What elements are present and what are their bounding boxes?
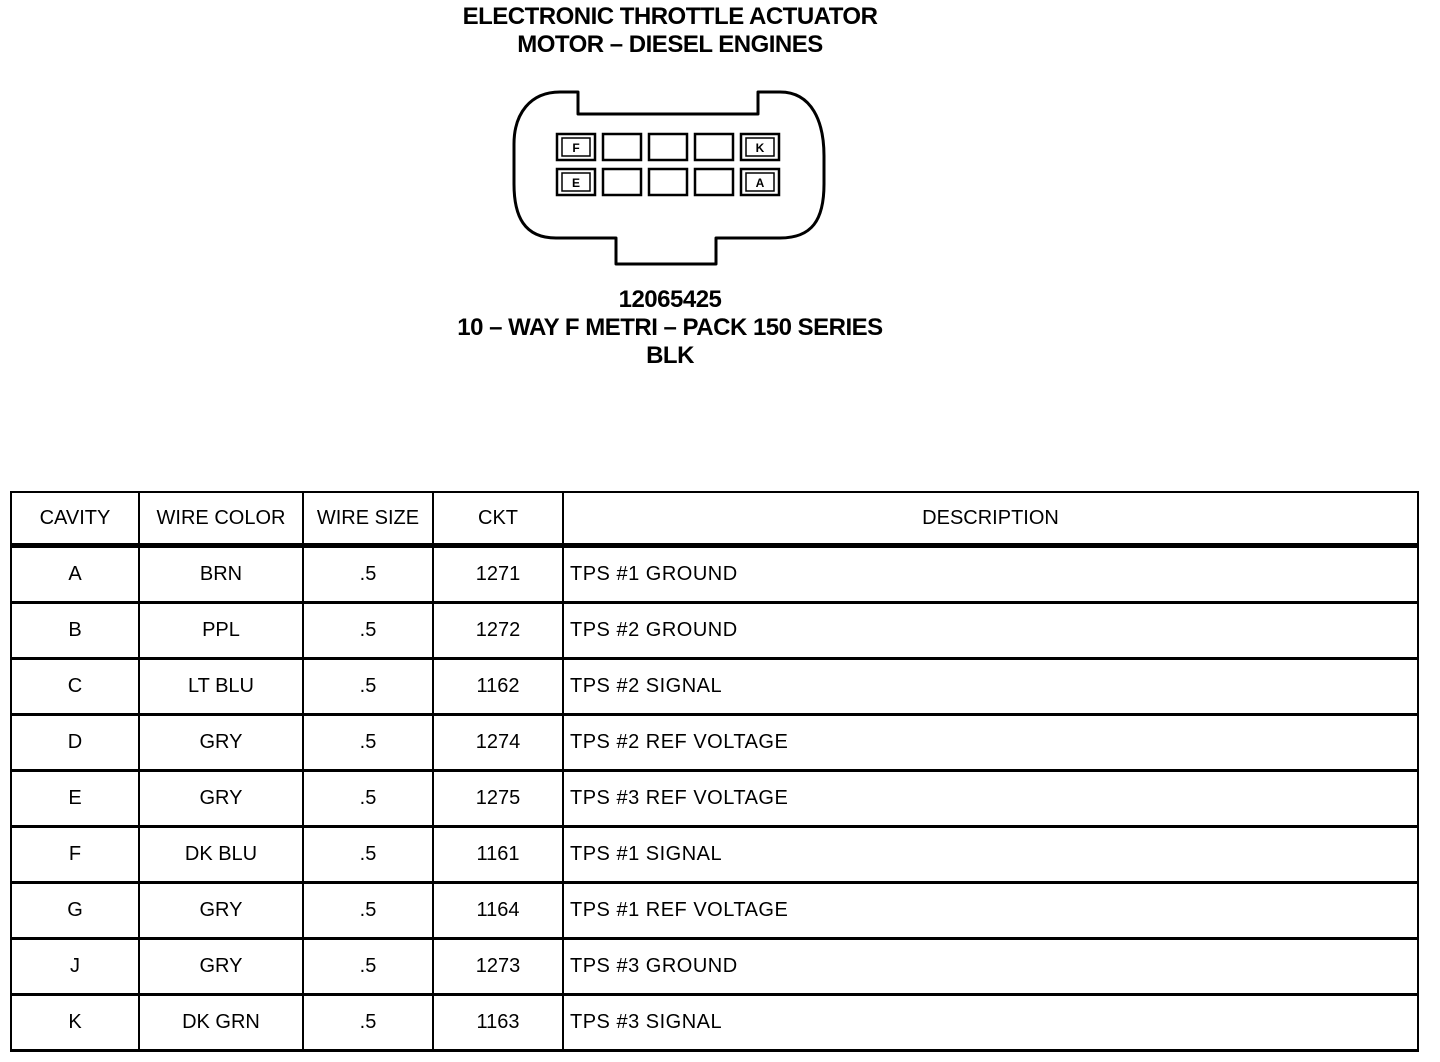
cell-wire-size: .5 <box>303 827 433 883</box>
cell-ckt: 1274 <box>433 715 563 771</box>
table-row <box>11 659 1418 715</box>
cell-wire-color: DK GRN <box>139 995 303 1051</box>
cell-wire-color: DK BLU <box>139 827 303 883</box>
cell-cavity: K <box>11 995 139 1051</box>
diagram-title-line-2: MOTOR – DIESEL ENGINES <box>517 31 823 58</box>
cavity-label: A <box>755 176 765 190</box>
cell-description: TPS #3 REF VOLTAGE <box>563 771 1418 827</box>
pinout-table-body <box>11 546 1418 1051</box>
connector-cavity <box>695 169 733 195</box>
connector-color: BLK <box>646 342 694 369</box>
cell-cavity: F <box>11 827 139 883</box>
table-header-row <box>11 492 1418 546</box>
cell-wire-color: GRY <box>139 715 303 771</box>
cell-description: TPS #3 GROUND <box>563 939 1418 995</box>
cavity-label: K <box>755 141 765 155</box>
part-number: 12065425 <box>618 286 722 313</box>
connector-cavity <box>649 134 687 160</box>
cavity-label: E <box>571 176 581 190</box>
table-row <box>11 603 1418 659</box>
connector-cavity <box>603 134 641 160</box>
pinout-table <box>10 491 1419 1052</box>
cavity-row-top <box>557 134 779 160</box>
cell-wire-color: LT BLU <box>139 659 303 715</box>
connector-cavity <box>649 169 687 195</box>
cavity-row-bottom <box>557 169 779 195</box>
cell-cavity: B <box>11 603 139 659</box>
table-row <box>11 771 1418 827</box>
cell-wire-size: .5 <box>303 603 433 659</box>
cell-cavity: G <box>11 883 139 939</box>
cell-description: TPS #1 GROUND <box>563 546 1418 603</box>
diagram-title-line-1: ELECTRONIC THROTTLE ACTUATOR <box>462 3 878 30</box>
cell-ckt: 1163 <box>433 995 563 1051</box>
connector-housing <box>514 92 824 264</box>
cell-wire-size: .5 <box>303 715 433 771</box>
cell-wire-color: PPL <box>139 603 303 659</box>
cell-description: TPS #1 REF VOLTAGE <box>563 883 1418 939</box>
connector-diagram <box>500 80 840 280</box>
table-row <box>11 883 1418 939</box>
cell-ckt: 1162 <box>433 659 563 715</box>
cell-description: TPS #1 SIGNAL <box>563 827 1418 883</box>
cell-wire-size: .5 <box>303 659 433 715</box>
cell-wire-size: .5 <box>303 883 433 939</box>
cell-cavity: A <box>11 546 139 603</box>
cavity-label: F <box>572 141 580 155</box>
table-row <box>11 715 1418 771</box>
header-wire-size: WIRE SIZE <box>303 492 433 546</box>
cell-description: TPS #3 SIGNAL <box>563 995 1418 1051</box>
cell-wire-size: .5 <box>303 546 433 603</box>
cell-wire-color: GRY <box>139 883 303 939</box>
cell-ckt: 1272 <box>433 603 563 659</box>
cell-ckt: 1275 <box>433 771 563 827</box>
cell-cavity: E <box>11 771 139 827</box>
cell-cavity: D <box>11 715 139 771</box>
cell-description: TPS #2 SIGNAL <box>563 659 1418 715</box>
table-row <box>11 939 1418 995</box>
header-wire-color: WIRE COLOR <box>139 492 303 546</box>
connector-cavity <box>695 134 733 160</box>
cell-wire-color: GRY <box>139 771 303 827</box>
cell-wire-color: BRN <box>139 546 303 603</box>
cell-wire-color: GRY <box>139 939 303 995</box>
table-row <box>11 995 1418 1051</box>
table-row <box>11 827 1418 883</box>
cell-wire-size: .5 <box>303 939 433 995</box>
connector-cavity <box>603 169 641 195</box>
header-description: DESCRIPTION <box>563 492 1418 546</box>
cell-ckt: 1271 <box>433 546 563 603</box>
connector-description: 10 – WAY F METRI – PACK 150 SERIES <box>457 314 883 341</box>
cell-cavity: J <box>11 939 139 995</box>
cell-wire-size: .5 <box>303 771 433 827</box>
header-cavity: CAVITY <box>11 492 139 546</box>
cell-description: TPS #2 GROUND <box>563 603 1418 659</box>
header-ckt: CKT <box>433 492 563 546</box>
cell-cavity: C <box>11 659 139 715</box>
cell-ckt: 1273 <box>433 939 563 995</box>
cell-description: TPS #2 REF VOLTAGE <box>563 715 1418 771</box>
cell-ckt: 1161 <box>433 827 563 883</box>
cell-wire-size: .5 <box>303 995 433 1051</box>
cell-ckt: 1164 <box>433 883 563 939</box>
table-row <box>11 546 1418 603</box>
